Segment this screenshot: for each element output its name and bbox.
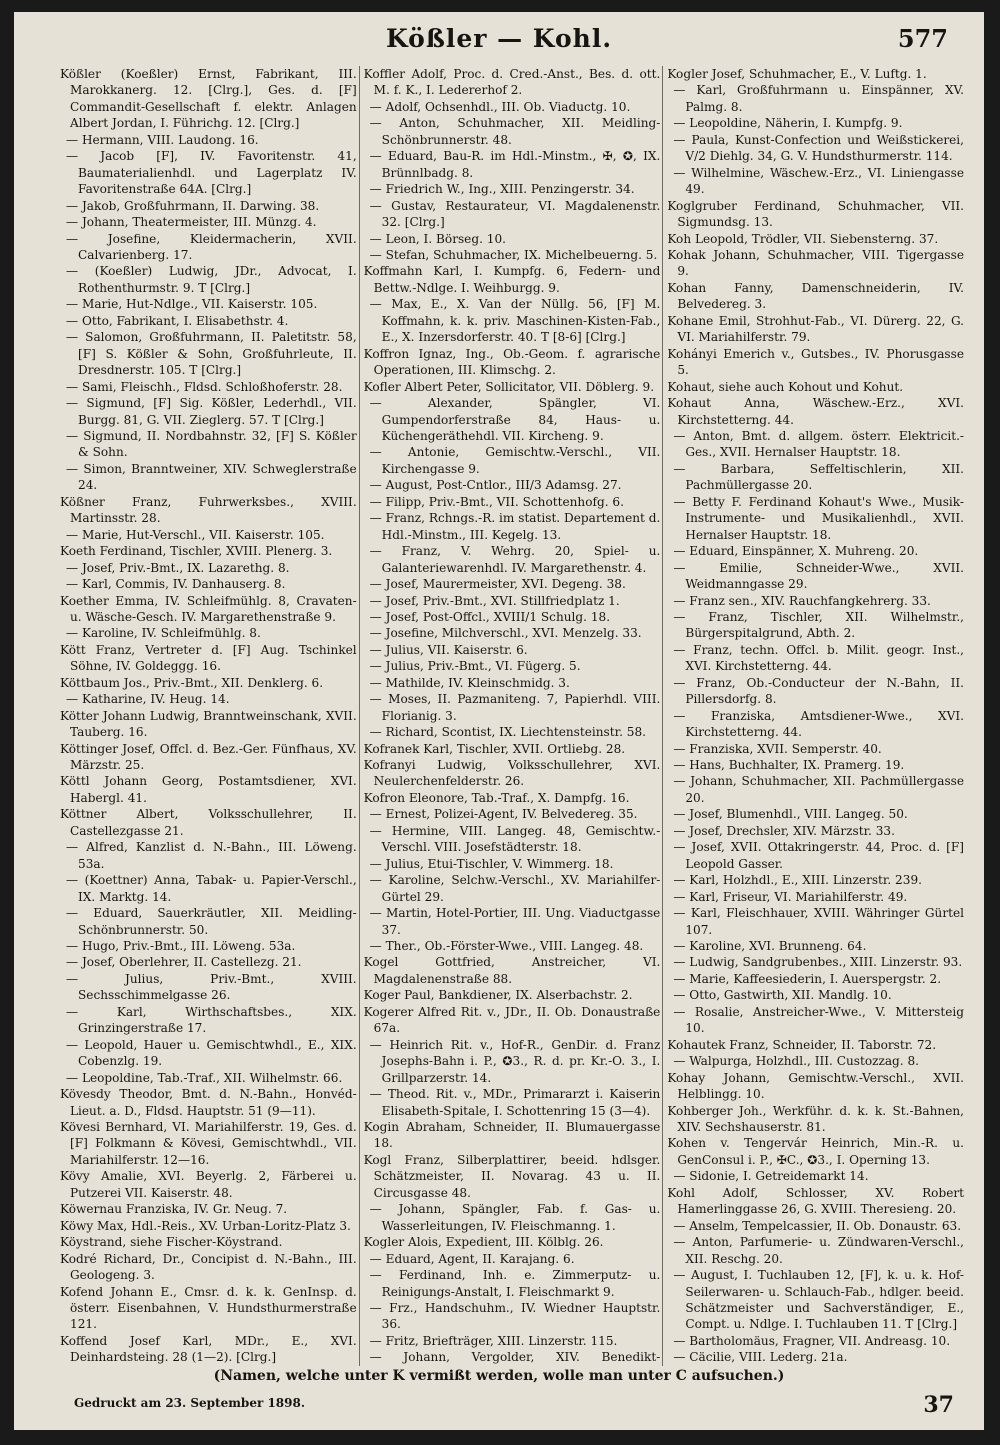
directory-entry: — Johann, Theatermeister, III. Münzg. 4. [66, 215, 317, 230]
directory-entry: Kofron Eleonore, Tab.-Traf., X. Dampfg. 16. [363, 790, 630, 805]
directory-entry: — Antonie, Gemischtw.-Verschl., VII. Kirchengasse 9. [369, 445, 661, 476]
directory-entry: Köwy Max, Hdl.-Reis., XV. Urban-Loritz-Platz 3. [60, 1218, 351, 1233]
directory-entry: Kohen v. Tengervár Heinrich, Min.-R. u. GenConsul i. P., ✠C., ✪3., I. Operning 13. [667, 1136, 965, 1167]
directory-entry: — Josef, Oberlehrer, II. Castellezg. 21. [66, 955, 302, 970]
directory-entry: Kößler (Koeßler) Ernst, Fabrikant, III. Marokkanerg. 12. [Clrg.], Ges. d. [F] Commandit-Gesellschaft f. elektr. Anlagen Albert Jordan, I. Führichg. 12. [Clrg.] [60, 67, 357, 131]
directory-page [14, 12, 984, 1430]
directory-entry: Koeth Ferdinand, Tischler, XVIII. Plenerg. 3. [60, 544, 333, 559]
directory-entry: Kövy Amalie, XVI. Beyerlg. 2, Färberei u. Putzerei VII. Kaiserstr. 48. [60, 1169, 357, 1200]
directory-entry: — Johann, Vergolder, XIV. Benedikt- [369, 1350, 661, 1365]
directory-entry: Kogel Gottfried, Anstreicher, VI. Magdalenenstraße 88. [363, 955, 661, 986]
directory-entry: — Karoline, XVI. Brunneng. 64. [673, 939, 867, 954]
directory-entry: — Josef, Post-Offcl., XVIII/1 Schulg. 18. [369, 609, 611, 624]
directory-entry: — Josefine, Milchverschl., XVI. Menzelg. 33. [369, 626, 642, 641]
directory-entry: — August, Post-Cntlor., III/3 Adamsg. 27. [369, 478, 622, 493]
directory-entry: — Sigmund, II. Nordbahnstr. 32, [F] S. Kößler & Sohn. [66, 428, 357, 460]
directory-entry: — Eduard, Einspänner, X. Muhreng. 20. [673, 544, 919, 559]
directory-entry: — Karoline, Selchw.-Verschl., XV. Mariahilfer-Gürtel 29. [369, 873, 661, 904]
directory-entry: Köwernau Franziska, IV. Gr. Neug. 7. [60, 1202, 288, 1217]
directory-entry: — Franziska, Amtsdiener-Wwe., XVI. Kirchstetterng. 44. [673, 708, 965, 740]
column-3 [662, 66, 964, 1366]
directory-entry: Kövesdy Theodor, Bmt. d. N.-Bahn., Honvéd-Lieut. a. D., Fldsd. Hauptstr. 51 (9—11). [60, 1087, 357, 1118]
directory-entry: — Leon, I. Börseg. 10. [369, 231, 506, 246]
directory-entry: — Cäcilie, VIII. Lederg. 21a. [673, 1350, 848, 1365]
directory-entry: — Karoline, IV. Schleifmühlg. 8. [66, 626, 261, 641]
directory-entry: Kohányi Emerich v., Gutsbes., IV. Phorusgasse 5. [667, 346, 965, 378]
directory-entry: Kohl Adolf, Schlosser, XV. Robert Hamerlinggasse 26, G. XVIII. Theresieng. 20. [667, 1185, 965, 1217]
directory-entry: — Hans, Buchhalter, IX. Pramerg. 19. [673, 758, 905, 773]
directory-entry: — Josef, Priv.-Bmt., IX. Lazarethg. 8. [66, 560, 290, 575]
directory-entry: — Karl, Friseur, VI. Mariahilferstr. 49. [673, 889, 908, 904]
directory-entry: Köystrand, siehe Fischer-Köystrand. [60, 1235, 283, 1250]
directory-entry: Koffler Adolf, Proc. d. Cred.-Anst., Bes. d. ott. M. f. K., I. Ledererhof 2. [363, 67, 661, 98]
directory-entry: Koger Paul, Bankdiener, IX. Alserbachstr. 2. [363, 988, 633, 1003]
directory-entry: — Karl, Großfuhrmann u. Einspänner, XV. Palmg. 8. [673, 83, 965, 114]
directory-entry: — Ther., Ob.-Förster-Wwe., VIII. Langeg. 48. [369, 939, 644, 954]
directory-entry: — Anselm, Tempelcassier, II. Ob. Donaustr. 63. [673, 1218, 962, 1233]
directory-entry: — Theod. Rit. v., MDr., Primararzt i. Kaiserin Elisabeth-Spitale, I. Schottenring 15 (3—4). [369, 1087, 661, 1118]
directory-entry: Kohay Johann, Gemischtw.-Verschl., XVII. Helblingg. 10. [667, 1070, 965, 1102]
signature-number: 37 [923, 1392, 954, 1418]
directory-entry: Kogl Franz, Silberplattirer, beeid. hdlsger. Schätzmeister, II. Novarag. 43 u. II. Circusgasse 48. [363, 1152, 661, 1200]
directory-entry: — Franz, Tischler, XII. Wilhelmstr., Bürgerspitalgrund, Abth. 2. [673, 609, 965, 641]
directory-entry: — Paula, Kunst-Confection und Weißstickerei, V/2 Diehlg. 34, G. V. Hundsthurmerstr. 114. [673, 132, 965, 164]
directory-entry: — Jakob, Großfuhrmann, II. Darwing. 38. [66, 198, 320, 213]
directory-entry: Kohaut Anna, Wäschew.-Erz., XVI. Kirchstetterng. 44. [667, 396, 965, 427]
directory-entry: — Julius, Etui-Tischler, V. Wimmerg. 18. [369, 856, 614, 871]
directory-entry: Kött Franz, Vertreter d. [F] Aug. Tschinkel Söhne, IV. Goldeggg. 16. [60, 642, 357, 674]
directory-entry: Kofend Johann E., Cmsr. d. k. k. GenInsp. d. österr. Eisenbahnen, V. Hundsthurmerstraße 121. [60, 1284, 357, 1332]
directory-entry: — Josef, Priv.-Bmt., XVI. Stillfriedplatz 1. [369, 593, 620, 608]
directory-entry: Kogler Josef, Schuhmacher, E., V. Luftg. 1. [667, 67, 927, 81]
directory-entry: — Josef, Drechsler, XIV. Märzstr. 33. [673, 823, 895, 838]
directory-entry: — Marie, Kaffeesiederin, I. Auerspergstr. 2. [673, 971, 942, 986]
directory-entry: — Walpurga, Holzhdl., III. Custozzag. 8. [673, 1054, 920, 1069]
directory-entry: — Marie, Hut-Ndlge., VII. Kaiserstr. 105. [66, 297, 318, 312]
directory-entry: Koffron Ignaz, Ing., Ob.-Geom. f. agrarische Operationen, III. Klimschg. 2. [363, 346, 661, 378]
directory-entry: — Hermann, VIII. Laudong. 16. [66, 132, 259, 147]
directory-entry: Kötter Johann Ludwig, Branntweinschank, XVII. Tauberg. 16. [60, 708, 357, 740]
directory-entry: — Frz., Handschuhm., IV. Wiedner Hauptstr. 36. [369, 1300, 661, 1332]
directory-entry: — Leopold, Hauer u. Gemischtwhdl., E., XIX. Cobenzlg. 19. [66, 1037, 357, 1069]
directory-entry: — Johann, Spängler, Fab. f. Gas- u. Wasserleitungen, IV. Fleischmanng. 1. [369, 1202, 661, 1233]
directory-entry: — Franz sen., XIV. Rauchfangkehrerg. 33. [673, 593, 931, 608]
directory-entry: Köttinger Josef, Offcl. d. Bez.-Ger. Fünfhaus, XV. Märzstr. 25. [60, 741, 357, 773]
directory-entry: — Barbara, Seffeltischlerin, XII. Pachmüllergasse 20. [673, 461, 965, 493]
directory-entry: — August, I. Tuchlauben 12, [F], k. u. k. Hof-Seilerwaren- u. Schlauch-Fab., hdlger. beeid. Schätzmeister und Sachverständiger, E., Compt. u. Ndlge. I. Tuchlauben 11. T [Clrg.] [673, 1268, 965, 1332]
directory-entry: — Leopoldine, Tab.-Traf., XII. Wilhelmstr. 66. [66, 1070, 343, 1085]
directory-entry: — Richard, Scontist, IX. Liechtensteinstr. 58. [369, 725, 646, 740]
directory-entry: — Karl, Wirthschaftsbes., XIX. Grinzingerstraße 17. [66, 1004, 357, 1036]
directory-entry: Köttbaum Jos., Priv.-Bmt., XII. Denklerg. 6. [60, 675, 324, 690]
directory-entry: — Betty F. Ferdinand Kohaut's Wwe., Musik-Instrumente- und Musikalienhdl., XVII. Hernalser Hauptstr. 18. [673, 494, 965, 542]
directory-entry: — Otto, Fabrikant, I. Elisabethstr. 4. [66, 313, 289, 328]
directory-entry: Kößner Franz, Fuhrwerksbes., XVIII. Martinsstr. 28. [60, 494, 357, 526]
directory-entry: — Katharine, IV. Heug. 14. [66, 692, 230, 707]
directory-entry: Kofranek Karl, Tischler, XVII. Ortliebg. 28. [363, 741, 626, 756]
directory-columns [60, 66, 964, 1366]
directory-entry: — Karl, Commis, IV. Danhauserg. 8. [66, 577, 286, 592]
directory-entry: — Josef, Maurermeister, XVI. Degeng. 38. [369, 577, 626, 592]
directory-entry: Kohan Fanny, Damenschneiderin, IV. Belvedereg. 3. [667, 280, 965, 312]
directory-entry: — Max, E., X. Van der Nüllg. 56, [F] M. Koffmahn, k. k. priv. Maschinen-Kisten-Fab., E., X. Inzersdorferstr. 40. T [8-6] [Clrg.] [369, 297, 661, 345]
directory-entry: Kohane Emil, Strohhut-Fab., VI. Dürerg. 22, G. VI. Mariahilferstr. 79. [667, 313, 965, 345]
directory-entry: — Eduard, Sauerkräutler, XII. Meidling-Schönbrunnerstr. 50. [66, 906, 357, 937]
directory-entry: — Franz, Rchngs.-R. im statist. Departement d. Hdl.-Minstm., III. Kegelg. 13. [369, 511, 661, 542]
directory-entry: — Salomon, Großfuhrmann, II. Paletitstr. 58, [F] S. Kößler & Sohn, Großfuhrleute, II. Dresdnerstr. 105. T [Clrg.] [66, 330, 357, 378]
directory-entry: — Gustav, Restaurateur, VI. Magdalenenstr. 32. [Clrg.] [369, 198, 661, 230]
directory-entry: — Ferdinand, Inh. e. Zimmerputz- u. Reinigungs-Anstalt, I. Fleischmarkt 9. [369, 1268, 661, 1299]
directory-entry: — Stefan, Schuhmacher, IX. Michelbeuerng. 5. [369, 247, 658, 262]
directory-entry: — Simon, Branntweiner, XIV. Schweglerstraße 24. [66, 461, 357, 493]
directory-entry: — Moses, II. Pazmaniteng. 7, Papierhdl. VIII. Florianig. 3. [369, 692, 661, 723]
directory-entry: Kövesi Bernhard, VI. Mariahilferstr. 19, Ges. d. [F] Folkmann & Kövesi, Gemischtwhdl., VII. Mariahilferstr. 12—16. [60, 1120, 357, 1167]
directory-entry: — Franz, techn. Offcl. b. Milit. geogr. Inst., XVI. Kirchstetterng. 44. [673, 642, 965, 674]
directory-entry: Koh Leopold, Trödler, VII. Siebensterng. 37. [667, 231, 939, 246]
directory-entry: Koglgruber Ferdinand, Schuhmacher, VII. Sigmundsg. 13. [667, 198, 965, 230]
directory-entry: — Fritz, Briefträger, XIII. Linzerstr. 115. [369, 1333, 618, 1348]
directory-entry: — Alfred, Kanzlist d. N.-Bahn., III. Löweng. 53a. [66, 840, 357, 871]
directory-entry: — Eduard, Agent, II. Karajang. 6. [369, 1251, 575, 1266]
directory-entry: — Josefine, Kleidermacherin, XVII. Calvarienberg. 17. [66, 231, 357, 262]
directory-entry: — Adolf, Ochsenhdl., III. Ob. Viaductg. 10. [369, 99, 631, 114]
directory-entry: Koffend Josef Karl, MDr., E., XVI. Deinhardsteing. 28 (1—2). [Clrg.] [60, 1333, 357, 1365]
directory-entry: — Josef, Blumenhdl., VIII. Langeg. 50. [673, 807, 908, 822]
directory-entry: — (Koeßler) Ludwig, JDr., Advocat, I. Rothenthurmstr. 9. T [Clrg.] [66, 264, 357, 295]
directory-entry: — Sigmund, [F] Sig. Kößler, Lederhdl., VII. Burgg. 81, G. VII. Zieglerg. 57. T [Clrg.] [66, 396, 357, 427]
directory-entry: Koether Emma, IV. Schleifmühlg. 8, Cravaten- u. Wäsche-Gesch. IV. Margarethenstraße 9. [60, 593, 357, 624]
directory-entry: — Rosalie, Anstreicher-Wwe., V. Mittersteig 10. [673, 1004, 965, 1036]
directory-entry: Kogler Alois, Expedient, III. Kölblg. 26. [363, 1235, 604, 1250]
directory-entry: — Julius, Priv.-Bmt., XVIII. Sechsschimmelgasse 26. [66, 971, 357, 1003]
directory-entry: — Heinrich Rit. v., Hof-R., GenDir. d. Franz Josephs-Bahn i. P., ✪3., R. d. pr. Kr.-O. 3., I. Grillparzerstr. 14. [369, 1037, 661, 1085]
directory-entry: Kogin Abraham, Schneider, II. Blumauergasse 18. [363, 1120, 661, 1151]
directory-entry: — Bartholomäus, Fragner, VII. Andreasg. 10. [673, 1333, 951, 1348]
directory-entry: — Julius, Priv.-Bmt., VI. Fügerg. 5. [369, 659, 581, 674]
directory-entry: — Julius, VII. Kaiserstr. 6. [369, 642, 528, 657]
directory-entry: — Leopoldine, Näherin, I. Kumpfg. 9. [673, 116, 903, 131]
directory-entry: — Anton, Schuhmacher, XII. Meidling-Schönbrunnerstr. 48. [369, 116, 661, 147]
directory-entry: — Jacob [F], IV. Favoritenstr. 41, Baumaterialienhdl. und Lagerplatz IV. Favoritenstraße 64A. [Clrg.] [66, 149, 357, 197]
directory-entry: — Emilie, Schneider-Wwe., XVII. Weidmanngasse 29. [673, 560, 965, 592]
directory-entry: Kohak Johann, Schuhmacher, VIII. Tigergasse 9. [667, 247, 965, 279]
directory-entry: — Otto, Gastwirth, XII. Mandlg. 10. [673, 988, 892, 1003]
directory-entry: — Marie, Hut-Verschl., VII. Kaiserstr. 105. [66, 527, 325, 542]
directory-entry: — Ernest, Polizei-Agent, IV. Belvedereg. 35. [369, 807, 638, 822]
directory-entry: — Franz, V. Wehrg. 20, Spiel- u. Galanteriewarenhdl. IV. Margarethenstr. 4. [369, 544, 661, 575]
directory-entry: Kofler Albert Peter, Sollicitator, VII. Döblerg. 9. [363, 379, 655, 394]
page-number: 577 [897, 24, 948, 53]
directory-entry: — Anton, Bmt. d. allgem. österr. Elektricit.-Ges., XVII. Hernalser Hauptstr. 18. [673, 428, 965, 460]
footer-note: (Namen, welche unter K vermißt werden, wolle man unter C aufsuchen.) [213, 1368, 785, 1384]
column-2 [359, 66, 661, 1366]
directory-entry: — Johann, Schuhmacher, XII. Pachmüllergasse 20. [673, 774, 965, 805]
directory-entry: — Franz, Ob.-Conducteur der N.-Bahn, II. Pillersdorfg. 8. [673, 675, 965, 707]
directory-entry: Kohautek Franz, Schneider, II. Taborstr. 72. [667, 1037, 937, 1052]
directory-entry: — Friedrich W., Ing., XIII. Penzingerstr. 34. [369, 182, 635, 197]
print-date: Gedruckt am 23. September 1898. [74, 1396, 306, 1410]
column-1 [60, 66, 357, 1366]
directory-entry: — Mathilde, IV. Kleinschmidg. 3. [369, 675, 570, 690]
directory-entry: Kogerer Alfred Rit. v., JDr., II. Ob. Donaustraße 67a. [363, 1004, 661, 1036]
directory-entry: Köttl Johann Georg, Postamtsdiener, XVI. Habergl. 41. [60, 774, 357, 805]
directory-entry: — Alexander, Spängler, VI. Gumpendorferstraße 84, Haus- u. Küchengeräthehdl. VII. Kircheng. 9. [369, 396, 661, 443]
directory-entry: — Eduard, Bau-R. im Hdl.-Minstm., ✠, ✪, IX. Brünnlbadg. 8. [369, 149, 661, 180]
directory-entry: — Hermine, VIII. Langeg. 48, Gemischtw.-Verschl. VIII. Josefstädterstr. 18. [369, 823, 661, 855]
directory-entry: — Ludwig, Sandgrubenbes., XIII. Linzerstr. 93. [673, 955, 963, 970]
directory-entry: Koffmahn Karl, I. Kumpfg. 6, Federn- und Bettw.-Ndlge. I. Weihburgg. 9. [363, 264, 661, 295]
directory-entry: Kofranyi Ludwig, Volksschullehrer, XVI. Neulerchenfelderstr. 26. [363, 758, 661, 789]
directory-entry: — Karl, Fleischhauer, XVIII. Währinger Gürtel 107. [673, 906, 965, 937]
page-footer [74, 1392, 954, 1422]
directory-entry: — Sidonie, I. Getreidemarkt 14. [673, 1169, 869, 1184]
directory-entry: Kodré Richard, Dr., Concipist d. N.-Bahn., III. Geologeng. 3. [60, 1251, 357, 1283]
directory-entry: — Filipp, Priv.-Bmt., VII. Schottenhofg. 6. [369, 494, 624, 509]
directory-entry: Kohaut, siehe auch Kohout und Kohut. [667, 379, 904, 394]
directory-entry: — Sami, Fleischh., Fldsd. Schloßhoferstr. 28. [66, 379, 343, 394]
directory-entry: — Martin, Hotel-Portier, III. Ung. Viaductgasse 37. [369, 906, 661, 937]
page-header [14, 24, 984, 64]
page-title: Kößler — Kohl. [385, 24, 613, 53]
directory-entry: Kohberger Joh., Werkführ. d. k. k. St.-Bahnen, XIV. Sechshauserstr. 81. [667, 1103, 965, 1134]
directory-entry: Köttner Albert, Volksschullehrer, II. Castellezgasse 21. [60, 807, 357, 838]
directory-entry: — Josef, XVII. Ottakringerstr. 44, Proc. d. [F] Leopold Gasser. [673, 840, 965, 871]
directory-entry: — Wilhelmine, Wäschew.-Erz., VI. Liniengasse 49. [673, 165, 965, 197]
directory-entry: — Hugo, Priv.-Bmt., III. Löweng. 53a. [66, 939, 296, 954]
directory-entry: — Karl, Holzhdl., E., XIII. Linzerstr. 239. [673, 873, 922, 888]
directory-entry: — Franziska, XVII. Semperstr. 40. [673, 741, 882, 756]
directory-entry: — (Koettner) Anna, Tabak- u. Papier-Verschl., IX. Marktg. 14. [66, 873, 357, 904]
directory-entry: — Anton, Parfumerie- u. Zündwaren-Verschl., XII. Reschg. 20. [673, 1235, 965, 1266]
